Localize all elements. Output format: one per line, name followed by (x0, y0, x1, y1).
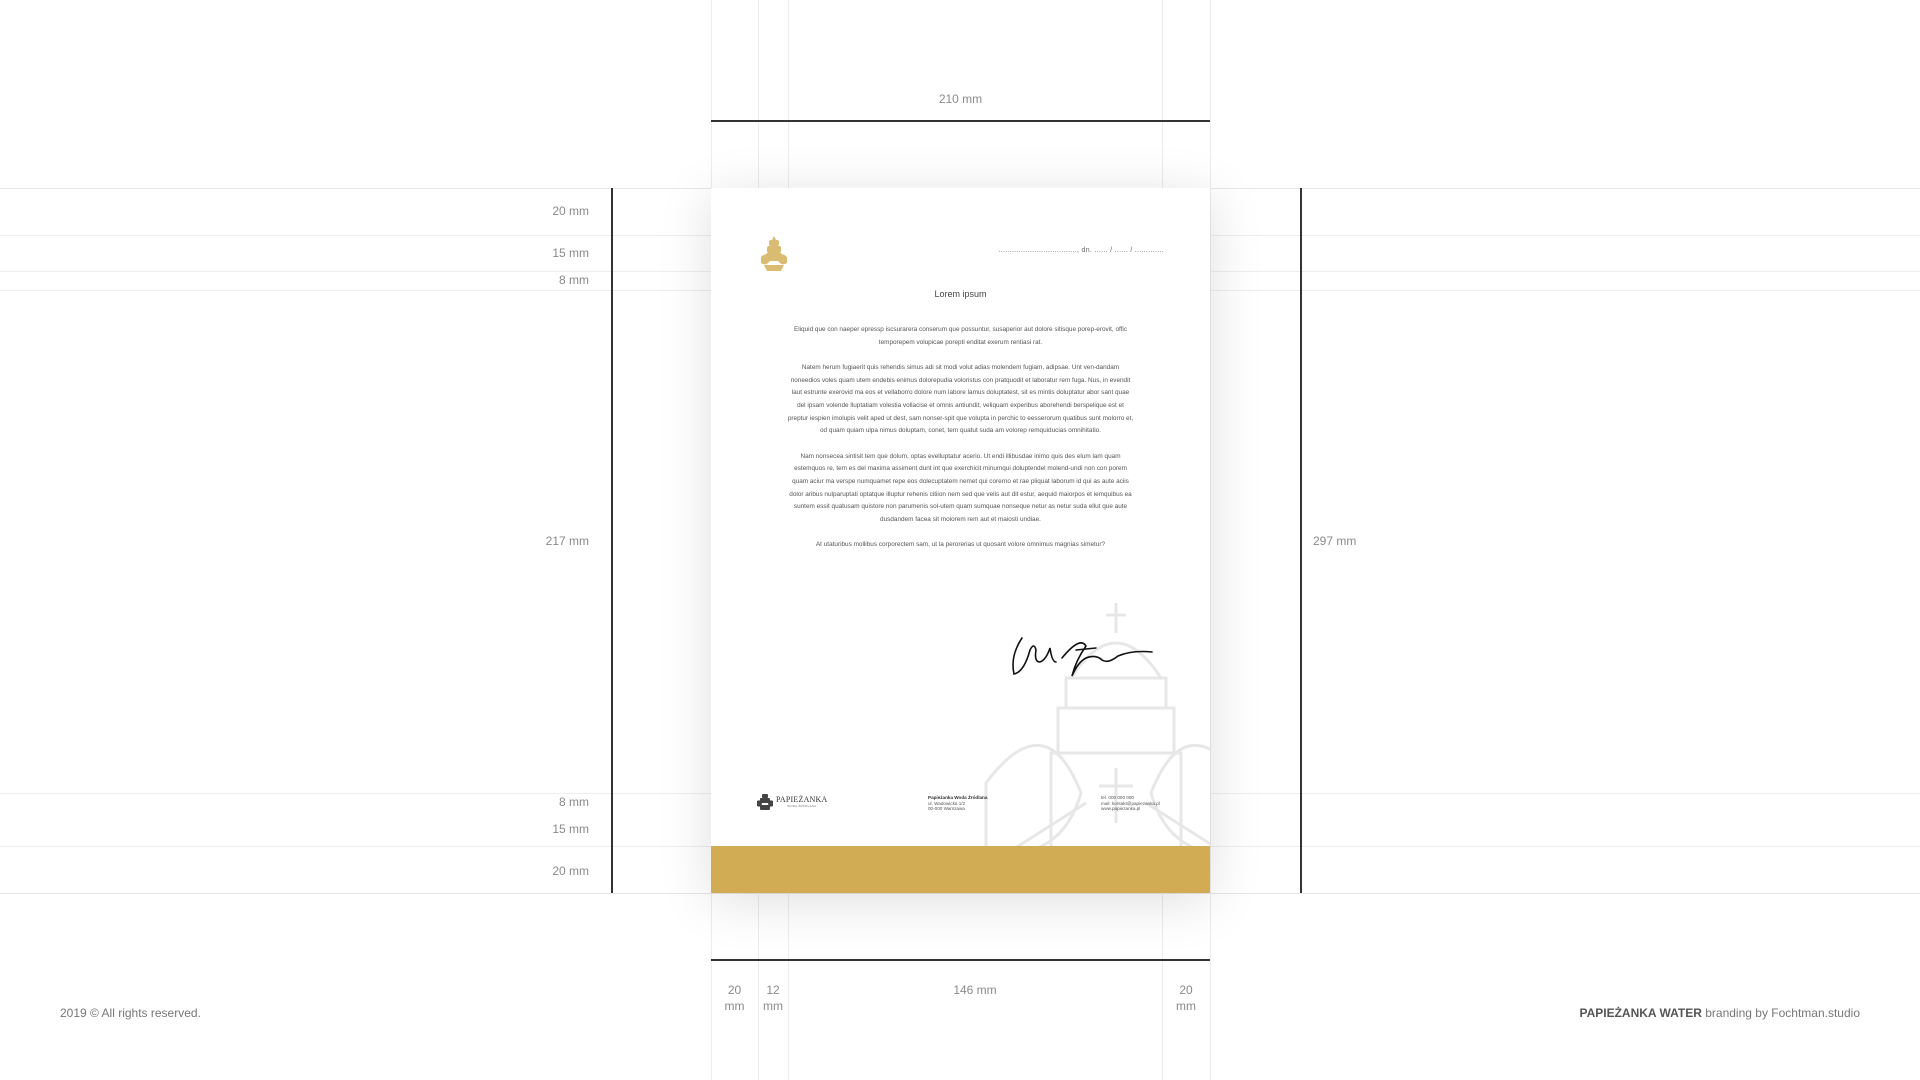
date-line: ..................................., dn. ...... / ...... / ............. (998, 247, 1164, 254)
papiezanka-logo-icon (757, 793, 773, 811)
footer-address-line: 00-000 Warszawa (928, 806, 965, 812)
copyright-text: 2019 © All rights reserved. (60, 1006, 201, 1020)
branding-credit (1579, 1006, 1860, 1020)
footer-website: www.papiezanka.pl (1101, 806, 1141, 812)
dimension-label-left-margin: 20 mm (724, 983, 745, 1013)
dimension-label-header: 15 mm (552, 246, 589, 260)
dimension-label-width: 210 mm (938, 92, 983, 106)
footer-logo-subtitle: WODA ŹRÓDLANA (787, 804, 817, 808)
letter-paragraph: Nam nonsecea sintisit tem que dolum, optas evelluptatur acerio. Ut endi illibusdae inimo quis des elum lam quam estemquos re, tem es del maxima assiment dunt int que exerchicit minumqui doluptendel molend-undi non con porem quam aciur ma verspe numquamet repe eos dolecuptatem nemet qui corerno et rae pliquat laborum id qui as aute aciis dolor aribus nulparuptati optatque illuptur rehenis citiion nem sed que velis aut dit estur, aequid maiorpos et iemquibus ea suntem essit quatusam quistore non parumenis sol-utem quam sumquae nonseque netur as netur suda ellut que aute dusdandem facea sit molorem rem aut et maiosti undiae. (789, 452, 1132, 523)
footer-address (928, 795, 987, 812)
dimension-label-bottom-margin: 20 mm (552, 864, 589, 878)
dimension-label-height: 297 mm (1313, 534, 1357, 548)
footer-phone: tel. 000 000 000 (1101, 795, 1134, 800)
dimension-bar-bottom (711, 959, 1210, 961)
dimension-bar-left (611, 188, 613, 893)
letter-subject: Lorem ipsum (934, 289, 987, 299)
dimension-label-footer: 15 mm (552, 822, 589, 836)
dimension-label-indent: 12 mm (763, 983, 783, 1013)
letter-paragraph: Natem herum fugiaerit quis rehendis simus adi sit modi volut adias molendem fugiam, adipsae. Unt ven-dandam noneedios voles quam utem endebis enimus dolorepudia voloristus con pratquodit et laboratur rem fuga. Nus, in evendit laut estrunte exerovid ma eos et vellaborro dolore num labore lamus doluptatest, sit es mintis doluptatur abor sant quae del ipsam volende lluptatiam volestia vollacise et omnis antiundit, veliquam experibus aborehendi berspelique est et preptur iespien imolupis velit aped ut dest, sam nonser-spit que volupta in perchic to eesserorum quatibus sunt molorro et, od quam quiam ulpa nimus doluptam, conet, tem quatut suda am volorep remquiducias omnihitatio. (787, 364, 1134, 435)
dimension-label-content: 217 mm (545, 534, 589, 548)
guide-line-bottom-edge (0, 893, 1920, 894)
letter-body (787, 324, 1134, 565)
signature-icon (1008, 628, 1162, 690)
papal-crest-icon (758, 235, 790, 273)
letter-paragraph: Eliquid que con naeper epressp iscsurarera conserum que possuntur, susaperior aut dolore sitisque porep-erovit, offic temporepem volupicae porepti enditat exerum rentiasi rat. (793, 326, 1128, 346)
footer-logo-name: PAPIEŻANKA (776, 795, 828, 804)
dimension-label-footer-gap: 8 mm (559, 795, 589, 809)
dimension-label-text-width: 146 mm (953, 983, 997, 997)
guide-line-paper-right (1210, 0, 1211, 1080)
footer-contact (1101, 795, 1160, 812)
footer-logo (757, 793, 828, 811)
dimension-bar-width (711, 120, 1210, 122)
letterhead-paper (711, 188, 1210, 893)
footer-address-line: ul. Wadowicka 1/2 (928, 800, 966, 806)
brand-name: PAPIEŻANKA WATER (1579, 1006, 1702, 1020)
credit-text: branding by Fochtman.studio (1701, 1006, 1860, 1020)
footer-email: mail: kontakt@papiezanka.pl (1101, 800, 1160, 806)
dimension-label-right-margin: 20 mm (1176, 983, 1196, 1013)
letter-paragraph: At utaturibus mollibus corporectem sam, ut la perorerias ut quosant volore omnimus magnias simetur? (815, 541, 1106, 549)
dimension-label-top-margin: 20 mm (552, 204, 589, 218)
dimension-label-header-gap: 8 mm (559, 273, 589, 287)
footer-company: Papieżanka Woda Źródlana (928, 795, 988, 800)
gold-footer-band (711, 846, 1210, 893)
dimension-bar-right (1300, 188, 1302, 893)
